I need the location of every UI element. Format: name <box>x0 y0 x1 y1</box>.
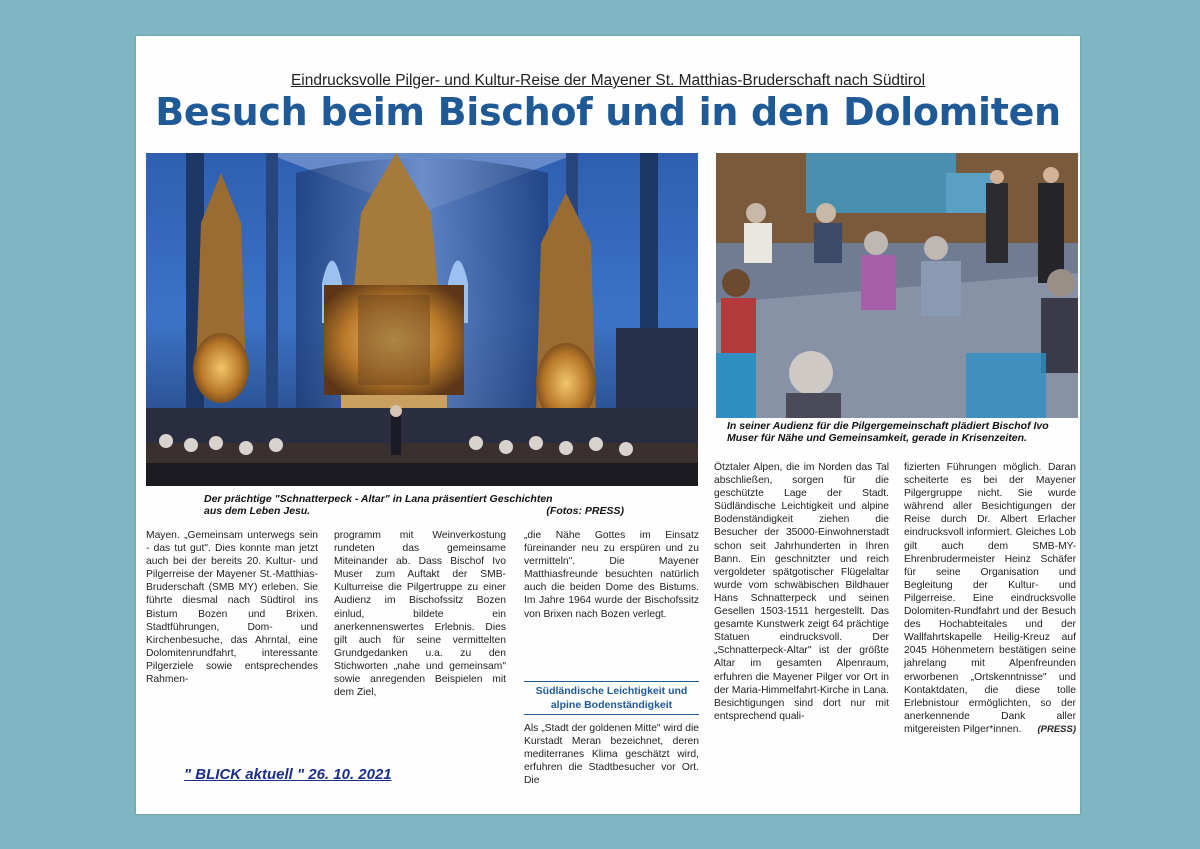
column-4-text: Ötztaler Alpen, die im Norden das Tal abschließen, sorgen für die geschützte Lage der Stadt. Südländische Leichtigkeit und alpine Bodenständigkeit ziehen die Besucher der 35000-Einwohnerstadt schon seit Jahrhunderten in Ihren Bann. Ein geschnitzter und reich vergoldeter spätgotischer Flügelaltar wurde vom schwäbischen Bildhauer Hans Schnatterpeck und seinen Gesellen 1503-1511 hergestellt. Das gesamte Kunstwerk zeigt 64 prächtige Statuen eindrucksvoll. Der „Schnatterpeck-Altar" ist der größte Altar im gesamten Alpenraum, erfuhren die Mayener Pilger vor Ort in der Maria-Himmelfahrt-Kirche in Lana. Besichtigungen sind dort nur mit entsprechend quali- <box>714 462 889 722</box>
column-2 <box>334 529 506 739</box>
column-4 <box>714 461 889 806</box>
column-1-text: Mayen. „Gemeinsam unterwegs sein - das tut gut". Dies konnte man jetzt auch bei der bereits 20. Kultur- und Pilgerreise der Mayener St.-Matthias-Bruderschaft (SMB MY) erleben. Sie führte diesmal nach Südtirol ins Bistum Bozen und Brixen. Stadtführungen, Dom- und Kirchenbesuche, das Ahrntal, eine Dolomitenrundfahrt, interessante Pilgerziele sowie entsprechendes Rahmen- <box>146 530 318 686</box>
audience-photo-caption: In seiner Audienz für die Pilgergemeinschaft plädiert Bischof Ivo Muser für Nähe und Gemeinsamkeit, gerade in Krisenzeiten. <box>727 420 1049 444</box>
photo-credit: (Fotos: PRESS) <box>546 505 624 517</box>
column-3-top-text: „die Nähe Gottes im Einsatz füreinander neu zu erspüren und zu vermitteln". Die Mayener Matthiasfreunde besuchten natürlich auch die beiden Dome des Bistums. Im Jahre 1964 wurde der Bischofssitz von Brixen nach Bozen verlegt. <box>524 530 699 620</box>
altar-caption-line-1: Der prächtige "Schnatterpeck - Altar" in Lana präsentiert Geschichten <box>204 493 553 505</box>
column-5-body: fizierten Führungen möglich. Daran scheiterte es bei der Mayener Pilgergruppe nicht. Sie wurde während aller Besichtigungen der Reise durch Dr. Albert Erlacher eindrucksvoll informiert. Gleiches Lob gilt auch dem SMB-MY-Ehrenbrudermeister Heinz Schäfer für seine Organisation und Begleitung der Kultur- und Pilgerreise. Eine eindrucksvolle Dolomiten-Rundfahrt und der Besuch des Hochabteitales und der Wallfahrtskapelle Heilig-Kreuz auf 2045 Höhenmetern bestätigen seine jahrelang mit Alpenfreunden erworbenen „Ortskenntnisse" und Kontaktdaten, die diese tolle Erlebnistour ermöglichten, so der anerkennende Dank aller mitgereisten Pilger*innen. <box>904 462 1076 735</box>
audience-photo <box>716 153 1078 418</box>
column-5-text <box>904 461 1076 736</box>
altar-photo <box>146 153 698 486</box>
article-headline: Besuch beim Bischof und in den Dolomiten <box>155 90 1061 134</box>
subheading: Südländische Leichtigkeit und alpine Bodenständigkeit <box>524 681 699 715</box>
publication-source: " BLICK aktuell " 26. 10. 2021 <box>184 766 392 783</box>
column-5 <box>904 461 1076 806</box>
column-3-bottom <box>524 722 699 802</box>
column-2-text: programm mit Weinverkostung rundeten das gemeinsame Miteinander ab. Dass Bischof Ivo Muser zum Auftakt der SMB-Kulturreise die Pilgertruppe zu einer Audienz im Bischofssitz Bozen einlud, bildete ein anerkennenswertes Erlebnis. Dies gilt auch für seine vermittelten Grundgedanken u.a. zu den Stichworten „nahe und gemeinsam" sowie anregenden Beispielen mit dem Ziel, <box>334 530 506 699</box>
press-credit: (PRESS) <box>1037 723 1076 735</box>
altar-photo-caption <box>204 493 624 517</box>
altar-caption-line-2: aus dem Leben Jesu. <box>204 505 311 517</box>
column-1 <box>146 529 318 739</box>
altar-caption-line-2-row <box>204 505 624 517</box>
article-kicker: Eindrucksvolle Pilger- und Kultur-Reise der Mayener St. Matthias-Bruderschaft nach Südtirol <box>290 72 926 89</box>
column-3-top <box>524 529 699 679</box>
column-3-bottom-text: Als „Stadt der goldenen Mitte" wird die Kurstadt Meran bezeichnet, deren mediterranes Klima geschätzt wird, erfuhren die Stadtbesucher vor Ort. Die <box>524 723 699 787</box>
